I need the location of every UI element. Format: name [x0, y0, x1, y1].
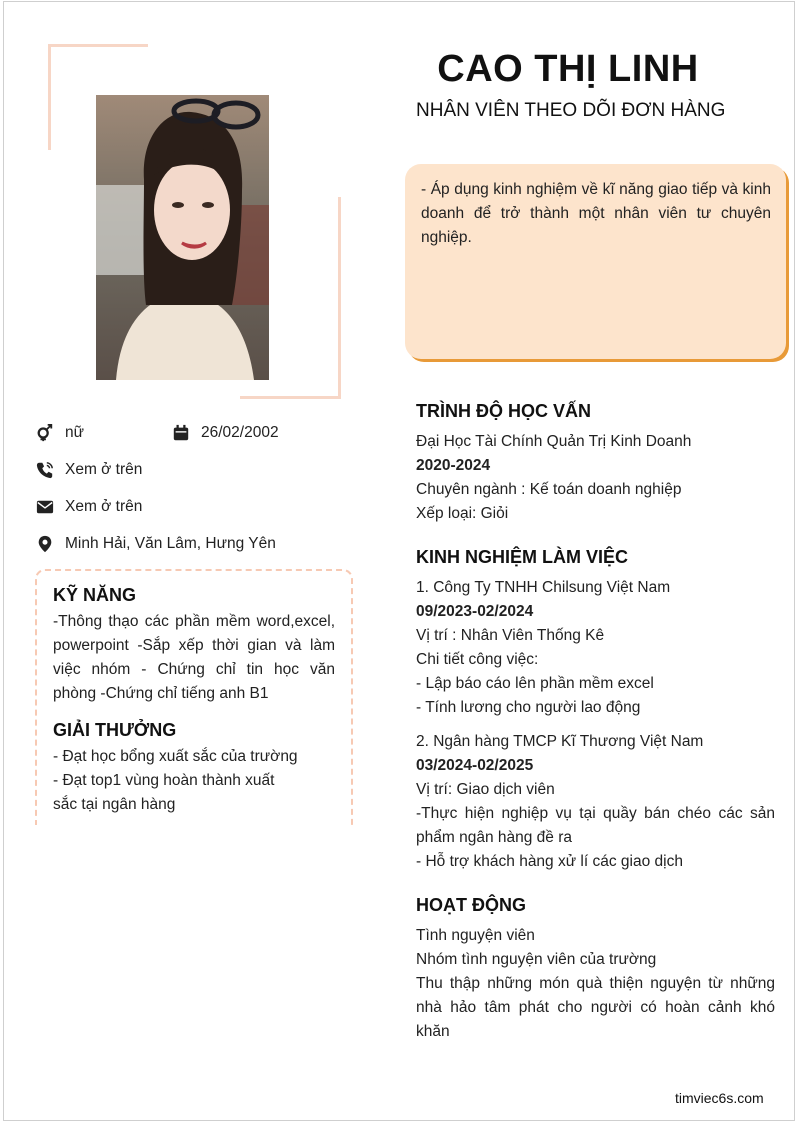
profile-photo [96, 95, 269, 380]
email-value: Xem ở trên [65, 498, 143, 515]
gender-row [36, 424, 84, 442]
education-period: 2020-2024 [416, 457, 491, 474]
award-line: - Đạt top1 vùng hoàn thành xuất [53, 772, 275, 789]
education-title: TRÌNH ĐỘ HỌC VẤN [416, 401, 591, 421]
phone-icon [36, 461, 54, 479]
email-icon [36, 498, 54, 516]
objective-text: - Áp dụng kinh nghiệm về kĩ năng giao tiếp và kinh doanh để trở thành một nhân viên tư chuyên nghiệp. [421, 181, 771, 246]
awards-title: GIẢI THƯỞNG [53, 720, 177, 740]
activities-section [416, 895, 775, 1044]
skills-title: KỸ NĂNG [53, 585, 137, 605]
education-section [416, 401, 775, 526]
experience-section [416, 547, 775, 874]
career-objective [405, 164, 786, 359]
email-row [36, 498, 142, 516]
activities-title: HOẠT ĐỘNG [416, 895, 526, 915]
job-detail: - Tính lương cho người lao động [416, 699, 641, 716]
calendar-icon [172, 424, 190, 442]
award-line: - Đạt học bổng xuất sắc của trường [53, 748, 298, 765]
education-major: Chuyên ngành : Kế toán doanh nghiệp [416, 481, 682, 498]
activity-line: Nhóm tình nguyện viên của trường [416, 951, 657, 968]
gender-value: nữ [65, 424, 84, 441]
experience-title: KINH NGHIỆM LÀM VIỆC [416, 547, 629, 567]
birthday-row [172, 424, 279, 442]
phone-value: Xem ở trên [65, 461, 143, 478]
education-grade: Xếp loại: Giỏi [416, 505, 509, 522]
birthday-value: 26/02/2002 [201, 424, 279, 441]
activity-line: Tình nguyện viên [416, 927, 535, 944]
address-row [36, 535, 276, 553]
job-period: 03/2024-02/2025 [416, 757, 534, 774]
footer-site: timviec6s.com [675, 1090, 764, 1106]
skills-awards-box [35, 569, 353, 825]
job-role: Vị trí: Giao dịch viên [416, 781, 555, 798]
activity-line: Thu thập những món quà thiện nguyện từ những nhà hảo tâm phát cho người có hoàn cảnh khó khăn [416, 975, 775, 1040]
award-line: sắc tại ngân hàng [53, 796, 176, 813]
job-company: 1. Công Ty TNHH Chilsung Việt Nam [416, 579, 671, 596]
job-detail: -Thực hiện nghiệp vụ tại quầy bán chéo các sản phẩm ngân hàng đề ra [416, 805, 775, 846]
job-detail: - Hỗ trợ khách hàng xử lí các giao dịch [416, 853, 683, 870]
job-entry [416, 576, 775, 720]
education-school: Đại Học Tài Chính Quản Trị Kinh Doanh [416, 433, 692, 450]
candidate-name: CAO THỊ LINH [437, 48, 699, 90]
location-pin-icon [36, 535, 54, 553]
job-role: Vị trí : Nhân Viên Thống Kê [416, 627, 605, 644]
job-title: NHÂN VIÊN THEO DÕI ĐƠN HÀNG [416, 100, 726, 121]
phone-row [36, 461, 142, 479]
job-entry [416, 730, 775, 874]
job-period: 09/2023-02/2024 [416, 603, 534, 620]
skills-text: -Thông thạo các phần mềm word,excel, powerpoint -Sắp xếp thời gian và làm việc nhóm - Chứng chỉ tin học văn phòng -Chứng chỉ tiếng anh B1 [53, 613, 335, 702]
address-value: Minh Hải, Văn Lâm, Hưng Yên [65, 535, 276, 552]
job-details-label: Chi tiết công việc: [416, 651, 539, 668]
job-detail: - Lập báo cáo lên phần mềm excel [416, 675, 654, 692]
gender-icon [36, 424, 54, 442]
job-company: 2. Ngân hàng TMCP Kĩ Thương Việt Nam [416, 733, 704, 750]
